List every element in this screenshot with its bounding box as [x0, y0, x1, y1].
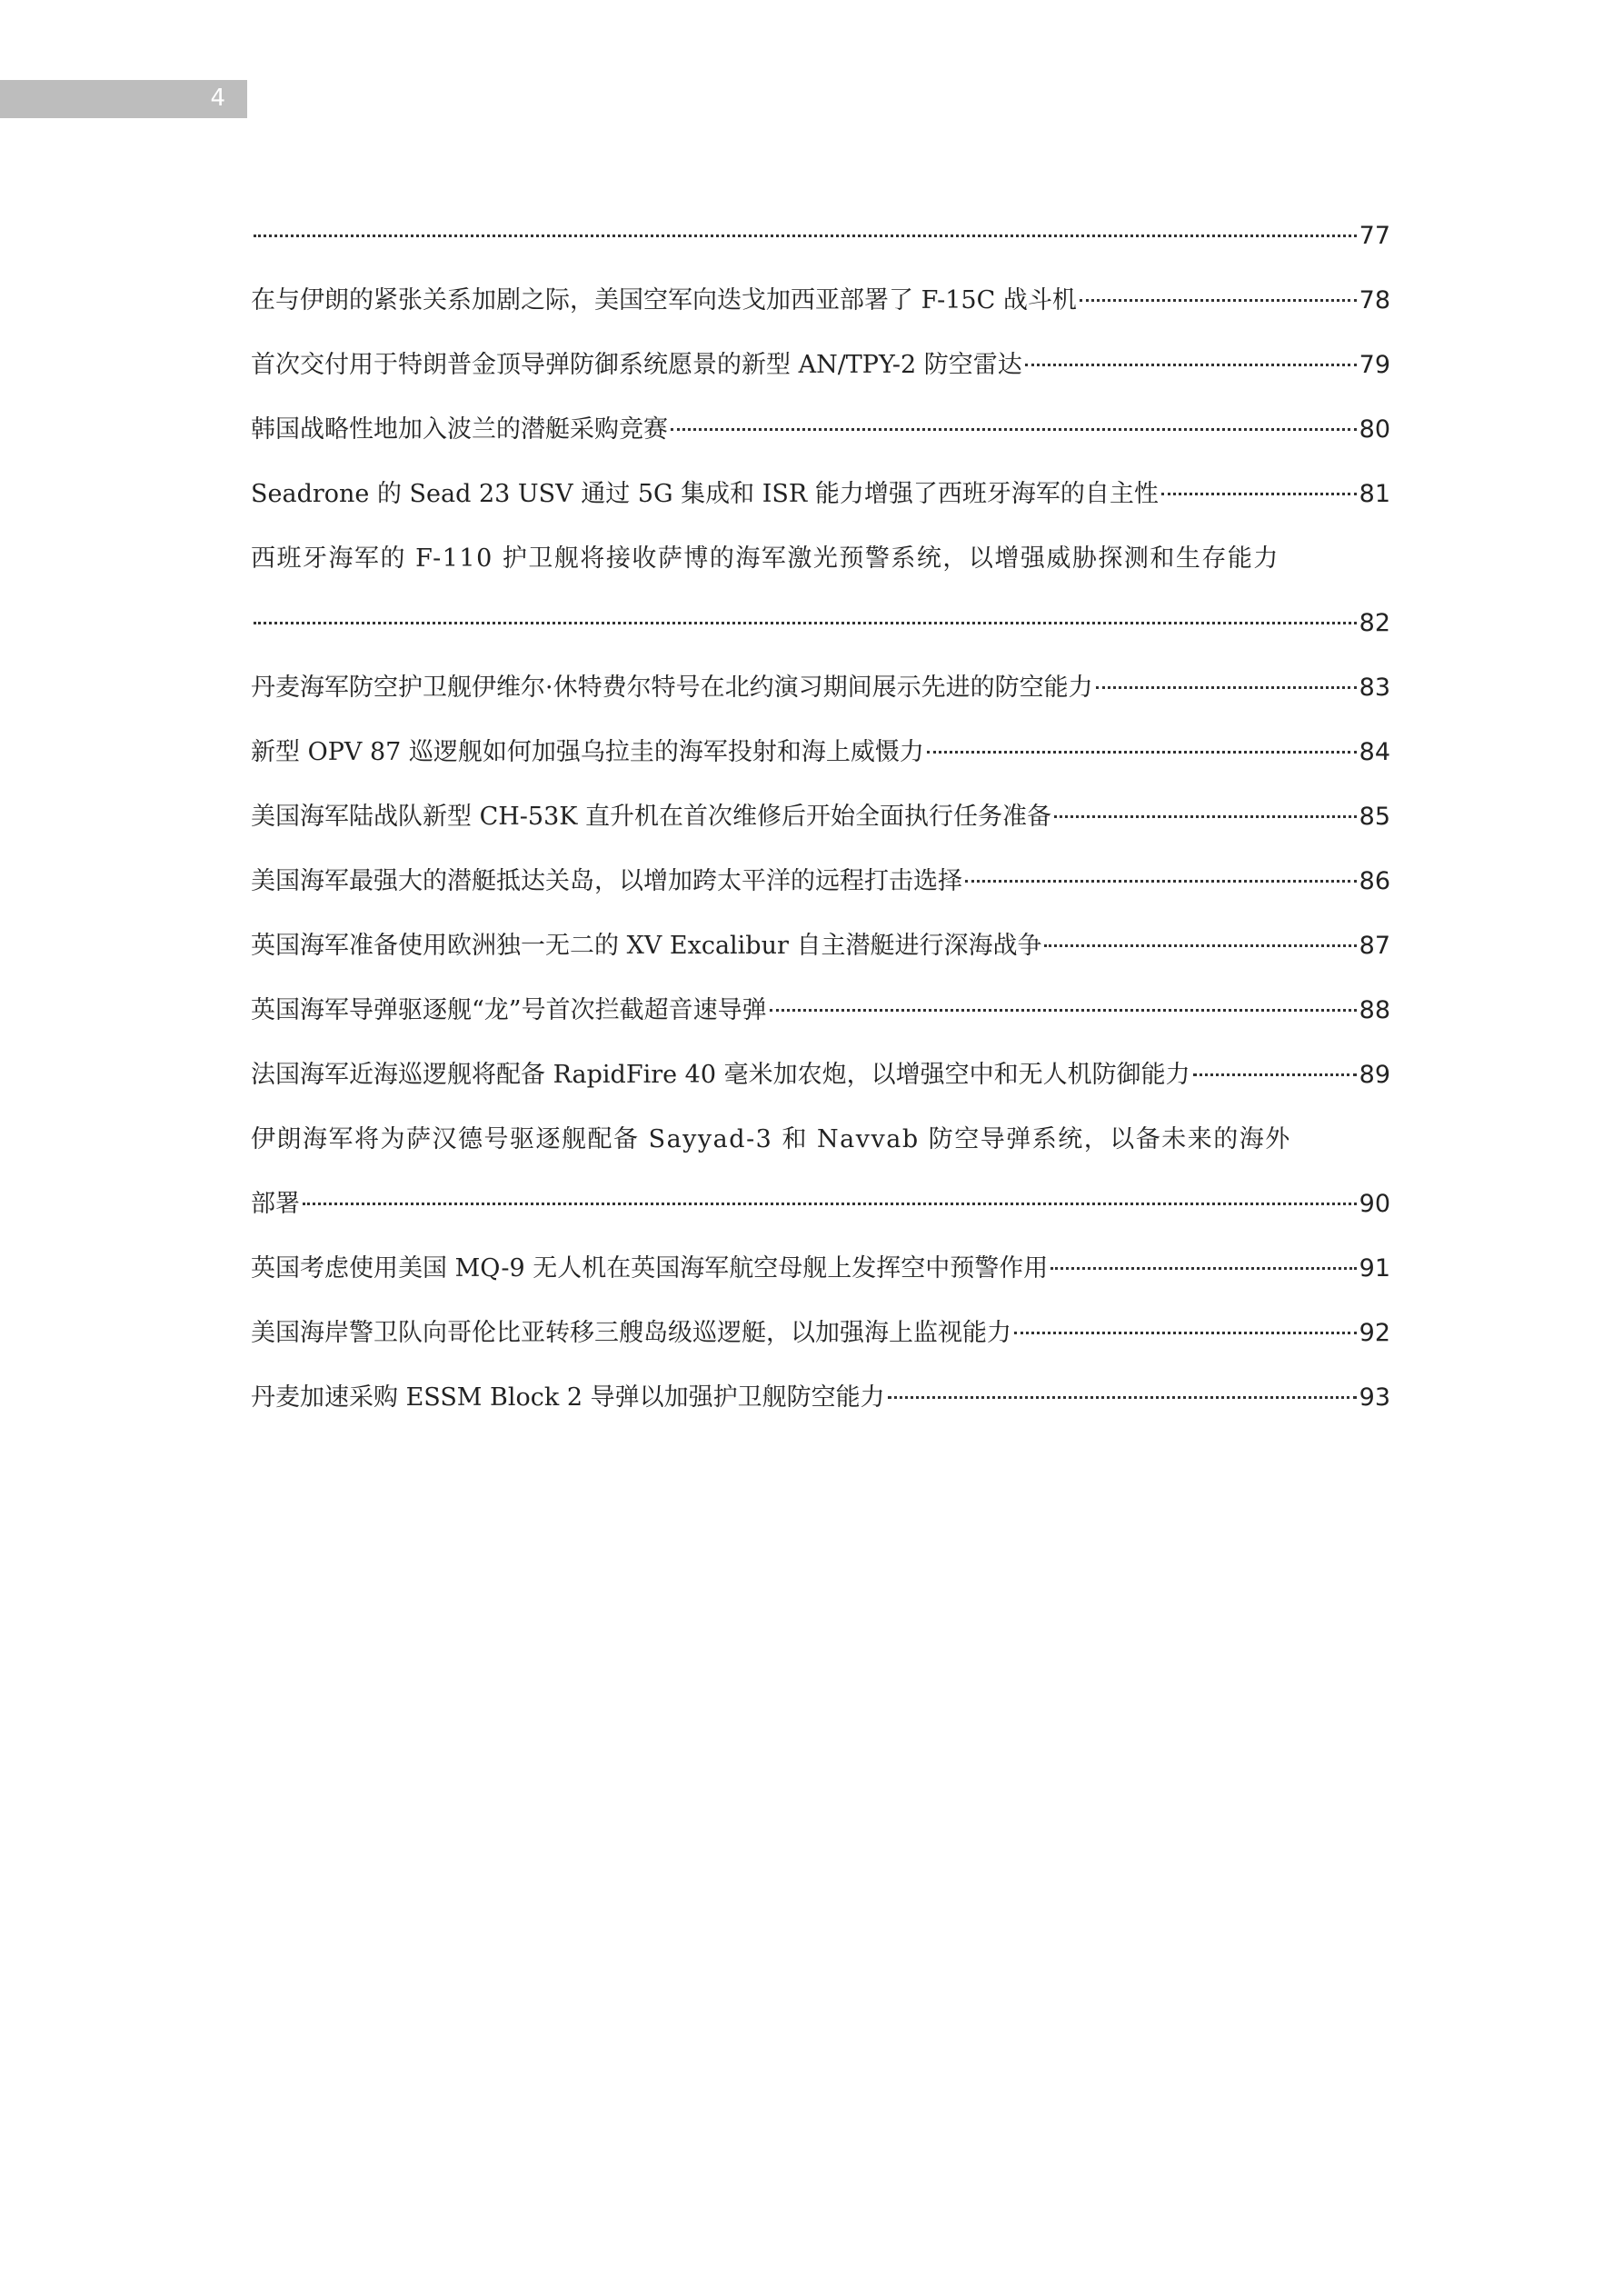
toc-entry-page: 90	[1359, 1190, 1390, 1218]
toc-entry[interactable]	[251, 1301, 1390, 1365]
toc-entry-page: 89	[1359, 1061, 1390, 1089]
toc-entry-page: 85	[1359, 803, 1390, 831]
toc-entry-title: Seadrone 的 Sead 23 USV 通过 5G 集成和 ISR 能力增强了西班牙海军的自主性	[251, 480, 1159, 508]
table-of-contents	[251, 204, 1390, 1430]
toc-entry-title: 新型 OPV 87 巡逻舰如何加强乌拉圭的海军投射和海上威慑力	[251, 738, 924, 766]
toc-leader-dots	[1054, 815, 1357, 818]
toc-entry-page: 78	[1359, 286, 1390, 314]
toc-entry[interactable]	[251, 655, 1390, 720]
toc-entry-title: 丹麦海军防空护卫舰伊维尔·休特费尔特号在北约演习期间展示先进的防空能力	[251, 674, 1093, 702]
toc-leader-dots	[770, 1009, 1357, 1012]
toc-entry-title: 丹麦加速采购 ESSM Block 2 导弹以加强护卫舰防空能力	[251, 1383, 885, 1412]
toc-leader-dots	[303, 1203, 1357, 1205]
toc-leader-dots	[1080, 299, 1357, 302]
toc-entry-page: 77	[1359, 222, 1390, 250]
toc-entry[interactable]	[251, 978, 1390, 1043]
toc-entry-title: 美国海军最强大的潜艇抵达关岛，以增加跨太平洋的远程打击选择	[251, 867, 962, 895]
toc-leader-dots	[927, 751, 1357, 754]
toc-entry-title: 韩国战略性地加入波兰的潜艇采购竞赛	[251, 415, 668, 444]
toc-entry[interactable]	[251, 268, 1390, 333]
toc-entry-title: 英国海军准备使用欧洲独一无二的 XV Excalibur 自主潜艇进行深海战争	[251, 932, 1042, 960]
toc-entry-page: 87	[1359, 932, 1390, 960]
toc-leader-dots	[1025, 364, 1357, 366]
toc-entry[interactable]	[251, 1043, 1390, 1107]
toc-leader-dots	[1044, 944, 1356, 947]
toc-entry-title: 美国海军陆战队新型 CH-53K 直升机在首次维修后开始全面执行任务准备	[251, 803, 1052, 831]
toc-entry-title: 首次交付用于特朗普金顶导弹防御系统愿景的新型 AN/TPY-2 防空雷达	[251, 351, 1022, 379]
toc-leader-dots	[1161, 493, 1357, 495]
toc-entry[interactable]	[251, 1107, 1390, 1172]
page-number: 4	[210, 85, 225, 112]
toc-entry-page: 86	[1359, 867, 1390, 895]
toc-leader-dots	[965, 880, 1357, 883]
toc-leader-dots	[671, 428, 1357, 431]
toc-entry-page: 84	[1359, 738, 1390, 766]
toc-entry-title: 伊朗海军将为萨汉德号驱逐舰配备 Sayyad-3 和 Navvab 防空导弹系统，以备未来的海外	[251, 1125, 1291, 1153]
toc-leader-dots	[254, 235, 1357, 237]
page-number-tab	[0, 80, 247, 118]
toc-entry-page: 82	[1359, 609, 1390, 637]
toc-entry-page: 80	[1359, 415, 1390, 444]
toc-entry-page: 92	[1359, 1319, 1390, 1347]
toc-entry-title: 部署	[251, 1190, 300, 1218]
toc-entry[interactable]	[251, 784, 1390, 849]
toc-entry-title: 法国海军近海巡逻舰将配备 RapidFire 40 毫米加农炮，以增强空中和无人机防御能力	[251, 1061, 1190, 1089]
toc-entry[interactable]	[251, 1236, 1390, 1301]
toc-entry[interactable]	[251, 913, 1390, 978]
toc-leader-dots	[254, 622, 1357, 624]
toc-leader-dots	[888, 1396, 1357, 1399]
toc-entry-page: 81	[1359, 480, 1390, 508]
toc-entry-page: 91	[1359, 1254, 1390, 1283]
toc-leader-dots	[1193, 1073, 1357, 1076]
toc-entry[interactable]	[251, 397, 1390, 462]
toc-entry-page: 83	[1359, 674, 1390, 702]
toc-entry[interactable]	[251, 720, 1390, 784]
toc-leader-dots	[1050, 1267, 1356, 1270]
toc-entry-title: 在与伊朗的紧张关系加剧之际，美国空军向迭戈加西亚部署了 F-15C 战斗机	[251, 286, 1077, 314]
toc-entry[interactable]	[251, 1172, 1390, 1236]
toc-entry[interactable]	[251, 849, 1390, 913]
toc-entry-page: 93	[1359, 1383, 1390, 1412]
toc-entry-title: 英国考虑使用美国 MQ-9 无人机在英国海军航空母舰上发挥空中预警作用	[251, 1254, 1049, 1283]
toc-entry[interactable]	[251, 462, 1390, 526]
toc-entry-page: 88	[1359, 996, 1390, 1024]
toc-entry[interactable]	[251, 526, 1390, 591]
toc-entry-title: 英国海军导弹驱逐舰“龙”号首次拦截超音速导弹	[251, 996, 767, 1024]
toc-entry[interactable]	[251, 591, 1390, 655]
toc-entry-title: 美国海岸警卫队向哥伦比亚转移三艘岛级巡逻艇，以加强海上监视能力	[251, 1319, 1011, 1347]
toc-entry-page: 79	[1359, 351, 1390, 379]
toc-entry[interactable]	[251, 333, 1390, 397]
toc-leader-dots	[1014, 1332, 1357, 1334]
toc-leader-dots	[1096, 686, 1357, 689]
toc-entry[interactable]	[251, 1365, 1390, 1430]
toc-entry[interactable]	[251, 204, 1390, 268]
toc-entry-title: 西班牙海军的 F-110 护卫舰将接收萨博的海军激光预警系统，以增强威胁探测和生存能力	[251, 544, 1279, 573]
